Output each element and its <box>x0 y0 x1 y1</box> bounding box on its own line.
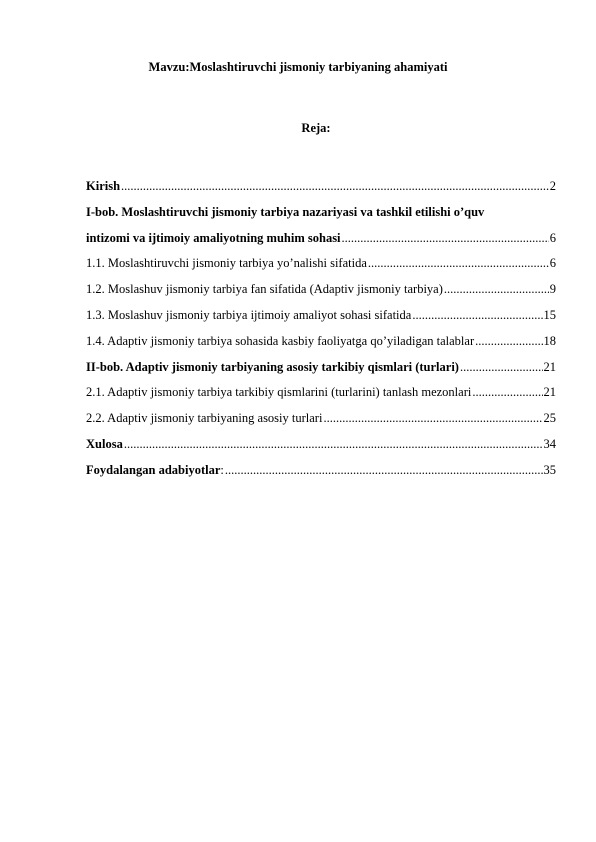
document-title: Mavzu:Moslashtiruvchi jismoniy tarbiyaning ahamiyati <box>148 60 448 74</box>
toc-leader-dots <box>412 306 542 324</box>
toc-entry-references <box>86 461 556 487</box>
toc-entry-label: 1.1. Moslashtiruvchi jismoniy tarbiya yo’nalishi sifatida <box>86 256 367 271</box>
toc-entry-page: 21 <box>543 385 556 400</box>
toc-entry-label: Xulosa <box>86 436 123 451</box>
table-of-contents <box>86 177 556 487</box>
toc-entry-label-suffix: : <box>220 462 224 477</box>
toc-entry-chapter-2 <box>86 358 556 384</box>
toc-entry-label: II-bob. Adaptiv jismoniy tarbiyaning asosiy tarkibiy qismlari (turlari) <box>86 359 459 374</box>
toc-entry-label-line2: intizomi va ijtimoiy amaliyotning muhim sohasi <box>86 230 341 245</box>
toc-entry-1-1 <box>86 254 556 280</box>
toc-entry-label-line1: I-bob. Moslashtiruvchi jismoniy tarbiya nazariyasi va tashkil etilishi o’quv <box>86 204 485 219</box>
toc-leader-dots <box>121 177 549 195</box>
toc-entry-label: Kirish <box>86 179 121 193</box>
toc-leader-dots <box>460 358 543 376</box>
toc-leader-dots <box>225 461 543 479</box>
toc-leader-dots <box>444 280 549 298</box>
toc-entry-1-2 <box>86 280 556 306</box>
toc-entry-label: 1.3. Moslashuv jismoniy tarbiya ijtimoiy amaliyot sohasi sifatida <box>86 307 412 322</box>
toc-entry-label: 2.1. Adaptiv jismoniy tarbiya tarkibiy qismlarini (turlarini) tanlash mezonlari <box>86 385 472 400</box>
toc-entry-xulosa <box>86 435 556 461</box>
toc-entry-page: 2 <box>549 179 556 193</box>
toc-entry-page: 35 <box>543 462 556 477</box>
toc-entry-page: 6 <box>549 230 556 245</box>
toc-entry-page: 25 <box>543 411 556 426</box>
toc-leader-dots <box>124 435 543 453</box>
toc-leader-dots <box>342 229 549 247</box>
toc-entry-page: 6 <box>549 256 556 271</box>
toc-entry-page: 34 <box>543 436 556 451</box>
toc-entry-label: 1.2. Moslashuv jismoniy tarbiya fan sifatida (Adaptiv jismoniy tarbiya) <box>86 282 443 297</box>
toc-entry-2-2 <box>86 409 556 435</box>
toc-entry-kirish <box>86 177 556 203</box>
toc-entry-page: 18 <box>543 333 556 348</box>
toc-entry-2-1 <box>86 383 556 409</box>
toc-leader-dots <box>472 383 542 401</box>
toc-entry-label: 1.4. Adaptiv jismoniy tarbiya sohasida kasbiy faoliyatga qo’yiladigan talablar <box>86 333 475 348</box>
toc-leader-dots <box>368 254 549 272</box>
toc-entry-page: 15 <box>543 307 556 322</box>
toc-entry-1-3 <box>86 306 556 332</box>
toc-entry-chapter-1 <box>86 203 556 255</box>
toc-leader-dots <box>475 332 542 350</box>
toc-entry-label: Foydalangan adabiyotlar <box>86 462 221 477</box>
toc-entry-label: 2.2. Adaptiv jismoniy tarbiyaning asosiy turlari <box>86 411 323 426</box>
toc-entry-page: 9 <box>549 282 556 297</box>
toc-entry-page: 21 <box>543 359 556 374</box>
toc-leader-dots <box>323 409 542 427</box>
plan-heading: Reja: <box>301 121 331 135</box>
toc-entry-1-4 <box>86 332 556 358</box>
